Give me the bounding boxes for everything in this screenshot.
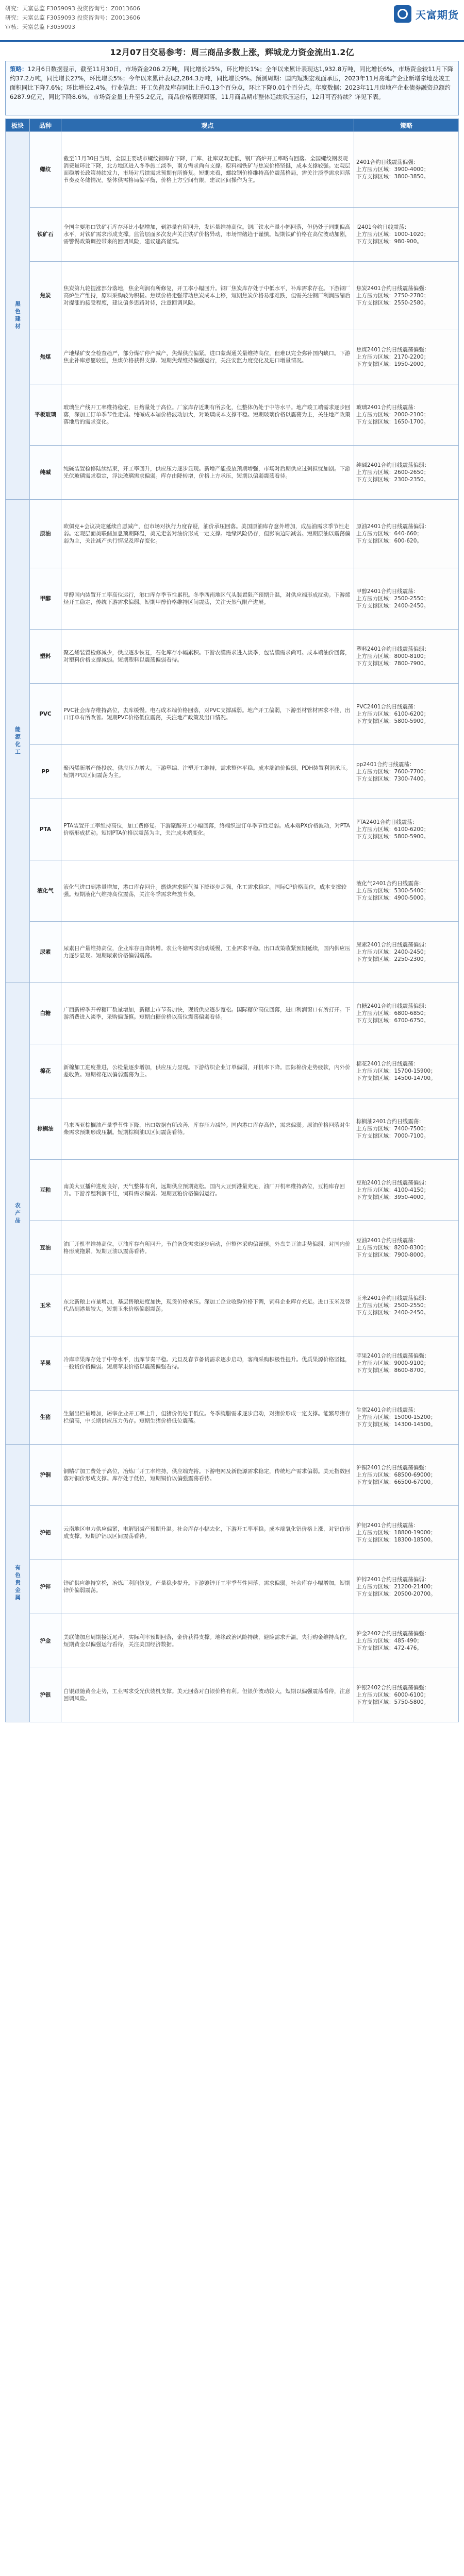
commodity-strategy	[354, 1614, 459, 1668]
strategy-line: 上方压力区域：6800-6850；	[356, 1010, 429, 1016]
table-row	[6, 446, 459, 500]
strategy-line: 棕榈油2401合约日线震荡：	[356, 1118, 424, 1125]
table-row	[6, 1445, 459, 1506]
summary-text: 12月6日数据显示，截至11月30日，市场资金206.2万吨，同比增长25%，环比增长1%；全年以来累计表现达1,932.8万吨，同比增长6%，市场资金较11月下降约37.2万吨，同比增长27%，环比增长5%；今年以来累计表现2,284.3万吨，同比增长9%。预测周期：国内短期宏观面承压，2023年11月房地产企业新增拿地及竣工面积同比下降7.6%；环比增长2.4%。行业信息：开工负荷及库存同比上升0.13个百分点，环比下降0.01个百分点。年度数据：2023年11月房地产企业债券融资总额约6287.9亿元，同比下降8.6%，市场资金量上升至5.2亿元，商品价格表现回落。11月商品期市整体延续承压运行，12月可否持续？详见下表。	[10, 65, 454, 100]
table-row	[6, 1614, 459, 1668]
strategy-line: 下方支撑区域：3950-4000。	[356, 1194, 429, 1200]
commodity-strategy	[354, 446, 459, 500]
table-row	[6, 860, 459, 922]
strategy-line: 焦煤2401合约日线震荡偏强：	[356, 347, 430, 353]
strategy-line: 下方支撑区域：7300-7400。	[356, 776, 429, 782]
commodity-view: 液化气进口到港量增加，港口库存回升。燃烧需求随气温下降逐步走强，化工需求稳定。国际CP价格高位，成本支撑较强。短期液化气维持高位震荡，关注冬季需求释放节奏。	[61, 860, 354, 922]
strategy-line: 下方支撑区域：7900-8000。	[356, 1252, 429, 1258]
commodity-strategy	[354, 684, 459, 745]
commodity-view: 纯碱装置检修陆续结束，开工率回升，供应压力逐步显现。新增产能投放预期增强，市场对后期供应过剩担忧加剧。下游光伏玻璃需求稳定，浮法玻璃需求偏弱。库存由降转增，价格上方承压，短期以偏弱震荡看待。	[61, 446, 354, 500]
strategy-line: 生猪2401合约日线震荡：	[356, 1407, 419, 1413]
commodity-strategy	[354, 1221, 459, 1275]
strategy-line: 上方压力区域：8000-8100；	[356, 653, 429, 659]
strategy-line: 豆油2401合约日线震荡：	[356, 1238, 419, 1244]
strategy-line: 原油2401合约日线震荡偏弱：	[356, 523, 430, 530]
table-row	[6, 132, 459, 208]
sector-cell: 有色贵金属	[6, 1445, 30, 1722]
strategy-line: 上方压力区域：1000-1020；	[356, 231, 429, 238]
strategy-line: 上方压力区域：6100-6200；	[356, 826, 429, 833]
commodity-view: 产地煤矿安全检查趋严，部分煤矿停产减产，焦煤供应偏紧。进口蒙煤通关量维持高位，但难以完全弥补国内缺口。下游焦企补库意愿较强，焦煤价格获得支撑。短期焦煤维持偏强运行，关注安监力度变化及进口增量情况。	[61, 330, 354, 384]
strategy-line: 上方压力区域：18800-19000；	[356, 1530, 436, 1536]
strategy-line: 下方支撑区域：2550-2580。	[356, 300, 429, 306]
commodity-name: 沪锌	[30, 1560, 61, 1614]
strategy-line: 下方支撑区域：2400-2450。	[356, 603, 429, 609]
commodity-strategy	[354, 1391, 459, 1445]
commodity-name: 焦炭	[30, 262, 61, 330]
strategy-line: 上方压力区域：2500-2550；	[356, 596, 429, 602]
strategy-line: 上方压力区域：6000-6100；	[356, 1692, 429, 1698]
strategy-line: 上方压力区域：2600-2650；	[356, 469, 429, 476]
table-row	[6, 1560, 459, 1614]
table-row	[6, 1336, 459, 1391]
commodity-name: 白糖	[30, 983, 61, 1044]
summary-box	[5, 61, 459, 115]
commodity-view: 玻璃生产线开工率维持稳定，日熔量处于高位。厂家库存近期有所去化，但整体仍处于中等水平。地产竣工端需求逐步回落，深加工订单季节性走弱。纯碱成本端价格波动加大，对玻璃成本支撑不稳。短期玻璃价格以震荡为主，关注地产政策落地后的需求变化。	[61, 384, 354, 446]
strategy-line: 下方支撑区域：14500-14700。	[356, 1075, 436, 1081]
table-row	[6, 1221, 459, 1275]
strategy-line: 下方支撑区域：66500-67000。	[356, 1479, 436, 1485]
commodity-strategy	[354, 1160, 459, 1221]
commodity-strategy	[354, 1275, 459, 1336]
table-row	[6, 262, 459, 330]
strategy-line: 下方支撑区域：600-620。	[356, 538, 422, 544]
commodity-strategy	[354, 262, 459, 330]
strategy-line: 甲醇2401合约日线震荡：	[356, 588, 419, 595]
strategy-line: 豆粕2401合约日线震荡偏弱：	[356, 1180, 430, 1186]
commodity-name: 玉米	[30, 1275, 61, 1336]
strategy-line: PVC2401合约日线震荡：	[356, 704, 419, 710]
strategy-line: 棉花2401合约日线震荡：	[356, 1061, 419, 1067]
commodity-name: 沪银	[30, 1668, 61, 1722]
strategy-line: 上方压力区域：4100-4150；	[356, 1187, 429, 1193]
strategy-line: 上方压力区域：3900-4000；	[356, 166, 429, 173]
header-meta-line: 研究：天富总监 F3059093 投资咨询号：Z0013606	[5, 5, 140, 12]
strategy-line: 上方压力区域：21200-21400；	[356, 1584, 436, 1590]
commodity-strategy	[354, 860, 459, 922]
commodity-view: 白银跟随黄金走势，工业需求受光伏装机支撑。美元回落对白银价格有利。但银价波动较大，短期以偏强震荡看待，注意回调风险。	[61, 1668, 354, 1722]
table-row	[6, 745, 459, 799]
commodity-view: 南美大豆播种进度良好，天气整体有利，远期供应预期宽松。国内大豆到港量充足，油厂开机率维持高位，豆粕库存回升。下游养殖利润不佳，饲料需求偏弱。短期豆粕价格偏弱运行。	[61, 1160, 354, 1221]
commodity-view: 截至11月30日当周，全国主要城市螺纹钢库存下降，厂库、社库双双走低，钢厂高炉开工率略有回落。全国螺纹钢表观消费量环比下降，北方地区进入冬季施工淡季，南方需求尚有支撑。原料端铁矿与焦炭价格坚挺，成本支撑较强。宏观层面稳增长政策持续发力，市场对后续需求预期有所修复。短期来看，螺纹钢价格维持高位震荡格局，需关注淡季需求回落节奏及冬储情况。整体供需格局偏平衡，价格上方空间有限，建议区间操作为主。	[61, 132, 354, 208]
strategy-line: 纯碱2401合约日线震荡偏弱：	[356, 462, 430, 468]
strategy-line: 下方支撑区域：1650-1700。	[356, 419, 429, 425]
commodity-name: 螺纹	[30, 132, 61, 208]
company-logo	[394, 5, 459, 23]
strategy-line: 沪金2402合约日线震荡偏强：	[356, 1631, 430, 1637]
strategy-line: 沪锌2401合约日线震荡偏弱：	[356, 1577, 430, 1583]
summary-label: 策略：	[10, 65, 28, 73]
strategy-line: 上方压力区域：9000-9100；	[356, 1360, 429, 1366]
commodity-name: 沪铝	[30, 1506, 61, 1560]
table-row	[6, 922, 459, 983]
strategy-line: I2401合约日线震荡：	[356, 224, 410, 230]
strategy-line: 下方支撑区域：3800-3850。	[356, 174, 429, 180]
strategy-line: 上方压力区域：6100-6200；	[356, 711, 429, 717]
strategy-line: 下方支撑区域：1950-2000。	[356, 361, 429, 367]
reference-table	[5, 118, 459, 1722]
strategy-line: 焦炭2401合约日线震荡偏强：	[356, 285, 430, 292]
commodity-view: 尿素日产量维持高位，企业库存由降转增。农业冬储需求启动缓慢，工业需求平稳。出口政策收紧预期延续，国内供应压力逐步显现。短期尿素价格偏弱震荡。	[61, 922, 354, 983]
strategy-line: 上方压力区域：640-660；	[356, 531, 422, 537]
table-row	[6, 630, 459, 684]
strategy-line: 上方压力区域：2750-2780；	[356, 293, 429, 299]
strategy-line: 玉米2401合约日线震荡偏弱：	[356, 1295, 430, 1301]
strategy-line: 沪银2402合约日线震荡偏强：	[356, 1685, 430, 1691]
commodity-view: 锌矿供应维持宽松，冶炼厂利润修复，产量稳步提升。下游镀锌开工率季节性回落，需求偏弱。社会库存小幅增加，短期锌价偏弱震荡。	[61, 1560, 354, 1614]
table-row	[6, 330, 459, 384]
commodity-name: 生猪	[30, 1391, 61, 1445]
header-meta-line: 研究：天富总监 F3059093 投资咨询号：Z0013606	[5, 14, 140, 21]
table-row	[6, 208, 459, 262]
strategy-line: 上方压力区域：7400-7500；	[356, 1126, 429, 1132]
commodity-strategy	[354, 799, 459, 860]
strategy-line: 玻璃2401合约日线震荡：	[356, 404, 419, 411]
commodity-name: 平板玻璃	[30, 384, 61, 446]
strategy-line: 上方压力区域：7600-7700；	[356, 769, 429, 775]
strategy-line: 下方支撑区域：5800-5900。	[356, 718, 429, 724]
commodity-name: 塑料	[30, 630, 61, 684]
table-row	[6, 1044, 459, 1098]
commodity-name: 豆粕	[30, 1160, 61, 1221]
commodity-view: 云南地区电力供应偏紧，电解铝减产预期升温。社会库存小幅去化，下游开工率平稳。成本端氧化铝价格上涨，对铝价形成支撑。短期沪铝以区间震荡看待。	[61, 1506, 354, 1560]
strategy-line: 下方支撑区域：14300-14500。	[356, 1421, 436, 1428]
logo-mark-icon	[394, 5, 411, 23]
commodity-name: 原油	[30, 500, 61, 568]
commodity-strategy	[354, 1560, 459, 1614]
commodity-view: 马来西亚棕榈油产量季节性下降，出口数据有所改善，库存压力减轻。国内港口库存高位，需求偏弱。原油价格回落对生柴需求预期形成压制。短期棕榈油以区间震荡看待。	[61, 1098, 354, 1160]
strategy-line: 白糖2401合约日线震荡偏弱：	[356, 1003, 430, 1009]
strategy-line: 下方支撑区域：20500-20700。	[356, 1591, 436, 1597]
commodity-name: 焦煤	[30, 330, 61, 384]
commodity-strategy	[354, 1336, 459, 1391]
strategy-line: 沪铝2401合约日线震荡：	[356, 1522, 419, 1529]
strategy-line: 上方压力区域：2000-2100；	[356, 412, 429, 418]
commodity-strategy	[354, 500, 459, 568]
table-row	[6, 568, 459, 630]
commodity-view: 欧佩克+会议决定延续自愿减产，但市场对执行力度存疑，油价承压回落。美国原油库存意外增加，成品油需求季节性走弱。宏观层面美联储加息预期降温，美元走弱对油价形成一定支撑。地缘风险仍存，但影响边际减弱。短期原油以震荡偏弱为主，关注减产执行情况及库存变化。	[61, 500, 354, 568]
commodity-name: PVC	[30, 684, 61, 745]
strategy-line: 上方压力区域：8200-8300；	[356, 1245, 429, 1251]
commodity-name: 沪金	[30, 1614, 61, 1668]
col-sector: 板块	[6, 119, 30, 132]
commodity-strategy	[354, 208, 459, 262]
table-header-row	[6, 119, 459, 132]
commodity-strategy	[354, 630, 459, 684]
table-row	[6, 384, 459, 446]
commodity-view: PVC社会库存维持高位，去库缓慢。电石成本端价格回落，对PVC支撑减弱。地产开工偏弱，下游型材管材需求不佳，出口订单有所改善。短期PVC价格低位震荡，关注地产政策及出口情况。	[61, 684, 354, 745]
logo-text: 天富期货	[416, 8, 459, 21]
strategy-line: 下方支撑区域：5800-5900。	[356, 834, 429, 840]
sector-cell: 黑色建材	[6, 132, 30, 500]
commodity-view: 东北新粮上市量增加，基层售粮进度加快，现货价格承压。深加工企业收购价格下调，饲料企业库存充足。进口玉米及替代品到港量较大。短期玉米价格偏弱震荡。	[61, 1275, 354, 1336]
strategy-line: 下方支撑区域：2400-2450。	[356, 1310, 429, 1316]
commodity-name: 棕榈油	[30, 1098, 61, 1160]
header-meta	[5, 4, 140, 32]
commodity-name: 甲醇	[30, 568, 61, 630]
table-row	[6, 684, 459, 745]
strategy-line: 下方支撑区域：7000-7100。	[356, 1133, 429, 1139]
strategy-line: 沪铜2401合约日线震荡偏强：	[356, 1465, 430, 1471]
commodity-name: PP	[30, 745, 61, 799]
table-row	[6, 1275, 459, 1336]
commodity-name: 尿素	[30, 922, 61, 983]
strategy-line: 下方支撑区域：8600-8700。	[356, 1367, 429, 1374]
strategy-line: 上方压力区域：2500-2550；	[356, 1302, 429, 1309]
strategy-line: 上方压力区域：68500-69000；	[356, 1472, 436, 1478]
commodity-strategy	[354, 983, 459, 1044]
strategy-line: 2401合约日线震荡偏强：	[356, 159, 419, 165]
commodity-view: 新棉加工进度推进，公检量逐步增加，供应压力显现。下游纺织企业订单偏弱，开机率下降。国际棉价走势疲软，内外价差收敛。短期棉花以偏弱震荡为主。	[61, 1044, 354, 1098]
strategy-line: pp2401合约日线震荡：	[356, 761, 415, 768]
commodity-name: 棉花	[30, 1044, 61, 1098]
commodity-strategy	[354, 330, 459, 384]
commodity-name: PTA	[30, 799, 61, 860]
commodity-strategy	[354, 1098, 459, 1160]
strategy-line: PTA2401合约日线震荡：	[356, 819, 418, 825]
commodity-strategy	[354, 1445, 459, 1506]
strategy-line: 塑料2401合约日线震荡偏弱：	[356, 646, 430, 652]
commodity-view: 聚丙烯新增产能投放，供应压力增大。下游塑编、注塑开工维持，需求整体平稳。成本端油价偏弱，PDH装置利润承压。短期PP以区间震荡为主。	[61, 745, 354, 799]
commodity-view: 聚乙烯装置检修减少，供应逐步恢复，石化库存小幅累积。下游农膜需求进入淡季，包装膜需求尚可。成本端油价回落，对塑料价格支撑减弱。短期塑料以震荡偏弱看待。	[61, 630, 354, 684]
strategy-line: 上方压力区域：2400-2450；	[356, 949, 429, 955]
report-title: 12月07日交易参考：周三商品多数上涨，辉城龙力资金流出1.2亿	[110, 47, 354, 57]
commodity-strategy	[354, 1668, 459, 1722]
table-row	[6, 1506, 459, 1560]
table-row	[6, 1391, 459, 1445]
strategy-line: 下方支撑区域：4900-5000。	[356, 895, 429, 901]
commodity-strategy	[354, 132, 459, 208]
strategy-line: 下方支撑区域：6700-6750。	[356, 1018, 429, 1024]
table-row	[6, 1160, 459, 1221]
table-row	[6, 799, 459, 860]
commodity-strategy	[354, 568, 459, 630]
strategy-line: 上方压力区域：15000-15200；	[356, 1414, 436, 1420]
commodity-view: 生猪出栏量增加，屠宰企业开工率上升，但猪价仍处于低位。冬季腌腊需求逐步启动，对猪价形成一定支撑。能繁母猪存栏偏高，中长期供应压力仍存。短期生猪价格低位震荡。	[61, 1391, 354, 1445]
commodity-view: 焦炭第九轮提涨部分落地，焦企利润有所修复，开工率小幅回升。钢厂焦炭库存处于中低水平，补库需求存在。下游钢厂高炉生产维持，原料采购较为积极。焦煤价格走强带动焦炭成本上移，短期焦炭价格易涨难跌，但需关注钢厂利润压缩后对提涨的接受程度，建议偏多思路对待，注意回调风险。	[61, 262, 354, 330]
commodity-name: 铁矿石	[30, 208, 61, 262]
strategy-line: 下方支撑区域：7800-7900。	[356, 660, 429, 667]
commodity-view: 甲醇国内装置开工率高位运行，港口库存季节性累积。冬季西南地区气头装置限产预期升温，对供应端形成扰动。下游烯烃开工稳定，传统下游需求偏弱。短期甲醇价格维持区间震荡，关注天然气限产进展。	[61, 568, 354, 630]
table-row	[6, 500, 459, 568]
commodity-view: 全国主要港口铁矿石库存环比小幅增加，到港量有所回升，发运量维持高位。钢厂铁水产量小幅回落，但仍处于同期偏高水平，对铁矿需求形成支撑。监管层面多次发声关注铁矿价格异动，市场情绪趋于谨慎。短期铁矿价格在高位波动加剧，需警惕政策调控带来的回调风险，建议逢高谨慎。	[61, 208, 354, 262]
col-view: 观点	[61, 119, 354, 132]
table-row	[6, 1668, 459, 1722]
commodity-name: 苹果	[30, 1336, 61, 1391]
commodity-view: 冷库苹果库存处于中等水平，出库节奏平稳。元旦及春节备货需求逐步启动，客商采购积极性提升。优质果源价格坚挺，一般货价格偏弱。短期苹果价格以震荡偏强看待。	[61, 1336, 354, 1391]
report-header	[0, 0, 464, 42]
commodity-view: 铜精矿加工费处于高位，冶炼厂开工率维持，供应端充裕。下游电网及新能源需求稳定，传统地产需求偏弱。美元指数回落对铜价形成支撑。库存处于低位，短期铜价以偏强震荡看待。	[61, 1445, 354, 1506]
strategy-line: 上方压力区域：15700-15900；	[356, 1068, 436, 1074]
strategy-line: 下方支撑区域：2250-2300。	[356, 956, 429, 962]
table-row	[6, 983, 459, 1044]
col-name: 品种	[30, 119, 61, 132]
strategy-line: 下方支撑区域：980-900。	[356, 239, 422, 245]
sector-cell: 农产品	[6, 983, 30, 1445]
table-body	[6, 132, 459, 1722]
commodity-strategy	[354, 384, 459, 446]
strategy-line: 尿素2401合约日线震荡偏弱：	[356, 942, 430, 948]
commodity-strategy	[354, 922, 459, 983]
commodity-name: 沪铜	[30, 1445, 61, 1506]
header-meta-line: 审核：天富总监 F3059093	[5, 24, 75, 30]
strategy-line: 上方压力区域：485-490；	[356, 1638, 422, 1644]
commodity-view: 广西新榨季开榨糖厂数量增加，新糖上市节奏加快，现货供应逐步宽松。国际糖价高位回落，进口利润窗口有所打开。下游消费进入淡季，采购偏谨慎。短期白糖价格以高位震荡偏弱看待。	[61, 983, 354, 1044]
strategy-line: 下方支撑区域：5750-5800。	[356, 1699, 429, 1705]
commodity-name: 豆油	[30, 1221, 61, 1275]
sector-cell: 能源化工	[6, 500, 30, 983]
commodity-view: 美联储加息周期接近尾声，实际利率预期回落，金价获得支撑。地缘政治风险持续，避险需求升温。央行购金维持高位。短期黄金以偏强运行看待，关注美国经济数据。	[61, 1614, 354, 1668]
commodity-view: PTA装置开工率维持高位，加工费修复。下游聚酯开工小幅回落，终端织造订单季节性走弱。成本端PX价格波动，对PTA价格形成扰动。短期PTA价格以震荡为主，关注成本端变化。	[61, 799, 354, 860]
commodity-strategy	[354, 1044, 459, 1098]
table-row	[6, 1098, 459, 1160]
col-strategy: 策略	[354, 119, 459, 132]
commodity-strategy	[354, 745, 459, 799]
strategy-line: 下方支撑区域：472-476。	[356, 1645, 422, 1651]
strategy-line: 下方支撑区域：2300-2350。	[356, 477, 429, 483]
strategy-line: 下方支撑区域：18300-18500。	[356, 1537, 436, 1543]
strategy-line: 上方压力区域：2170-2200；	[356, 354, 429, 360]
commodity-name: 液化气	[30, 860, 61, 922]
strategy-line: 苹果2401合约日线震荡偏强：	[356, 1353, 430, 1359]
strategy-line: 液化气2401合约日线震荡：	[356, 880, 424, 887]
commodity-strategy	[354, 1506, 459, 1560]
commodity-name: 纯碱	[30, 446, 61, 500]
strategy-line: 上方压力区域：5300-5400；	[356, 888, 429, 894]
commodity-view: 油厂开机率维持高位，豆油库存有所回升。节前备货需求逐步启动，但整体采购偏谨慎。外盘美豆油走势偏弱，对国内价格形成拖累。短期豆油以震荡看待。	[61, 1221, 354, 1275]
